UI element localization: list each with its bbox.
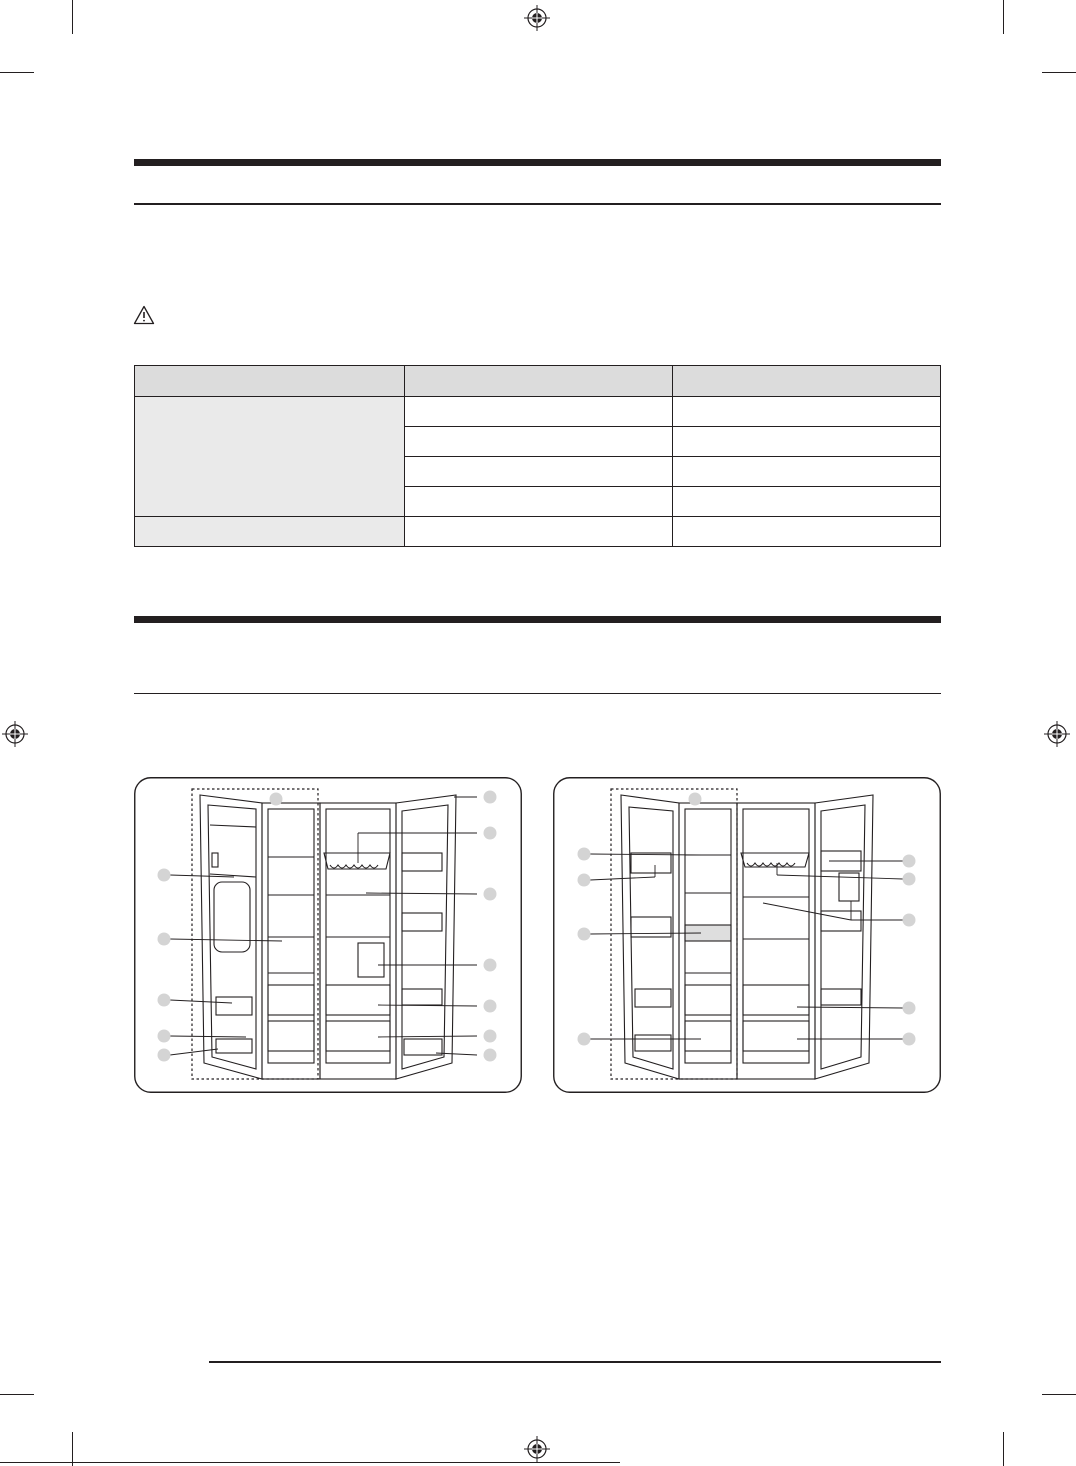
callout-marker	[903, 873, 916, 886]
section-body-text	[134, 710, 941, 750]
section-rule-bottom	[134, 203, 941, 205]
fridge-diagram-right	[553, 777, 941, 1093]
callout-marker	[484, 1030, 497, 1043]
table-cell	[673, 457, 941, 487]
callout-marker	[578, 874, 591, 887]
callout-marker	[578, 1033, 591, 1046]
callout-marker	[158, 994, 171, 1007]
callout-marker	[903, 914, 916, 927]
table-cell	[405, 487, 673, 517]
callout-marker	[484, 888, 497, 901]
table-row	[135, 517, 941, 547]
section-body-text	[134, 230, 941, 280]
warning-triangle-icon	[133, 305, 155, 325]
callout-marker	[578, 848, 591, 861]
callout-marker	[484, 1000, 497, 1013]
callout-marker	[484, 1049, 497, 1062]
table-cell	[673, 397, 941, 427]
callout-marker	[484, 791, 497, 804]
callout-marker	[903, 1033, 916, 1046]
registration-mark-icon	[524, 1436, 550, 1462]
section-rule-top	[134, 616, 941, 623]
crop-mark	[72, 1432, 73, 1466]
registration-mark-icon	[2, 721, 28, 747]
crop-mark	[72, 0, 73, 34]
table-cell	[405, 517, 673, 547]
table-cell	[405, 457, 673, 487]
section-title	[134, 172, 941, 198]
table-row	[135, 397, 941, 427]
spec-table	[134, 365, 941, 547]
section-title	[134, 630, 941, 656]
crop-mark	[1042, 72, 1076, 73]
footer-rule	[209, 1361, 941, 1363]
callout-marker	[484, 959, 497, 972]
callout-marker	[158, 1030, 171, 1043]
callout-marker	[158, 869, 171, 882]
callout-marker	[903, 1002, 916, 1015]
callout-marker	[158, 933, 171, 946]
table-cell	[135, 397, 405, 517]
callout-marker	[270, 793, 283, 806]
table-header-row	[135, 366, 941, 397]
callout-marker	[903, 855, 916, 868]
callout-marker	[158, 1049, 171, 1062]
callout-marker	[484, 827, 497, 840]
footer-text	[209, 1368, 941, 1386]
fridge-diagram-left	[134, 777, 522, 1093]
table-header-cell	[135, 366, 405, 397]
table-cell	[673, 487, 941, 517]
table-header-cell	[405, 366, 673, 397]
crop-mark	[1003, 0, 1004, 34]
caution-text	[162, 306, 940, 342]
crop-mark	[1042, 1394, 1076, 1395]
registration-mark-icon	[524, 5, 550, 31]
crop-mark	[0, 1462, 620, 1463]
table-cell	[135, 517, 405, 547]
callout-marker	[578, 928, 591, 941]
callout-marker	[689, 793, 702, 806]
section-rule-top	[134, 159, 941, 166]
table-cell	[673, 517, 941, 547]
table-cell	[673, 427, 941, 457]
registration-mark-icon	[1044, 721, 1070, 747]
crop-mark	[0, 72, 34, 73]
crop-mark	[1003, 1432, 1004, 1466]
table-cell	[405, 427, 673, 457]
crop-mark	[0, 1394, 34, 1395]
section-rule-bottom	[134, 693, 941, 694]
table-header-cell	[673, 366, 941, 397]
table-cell	[405, 397, 673, 427]
